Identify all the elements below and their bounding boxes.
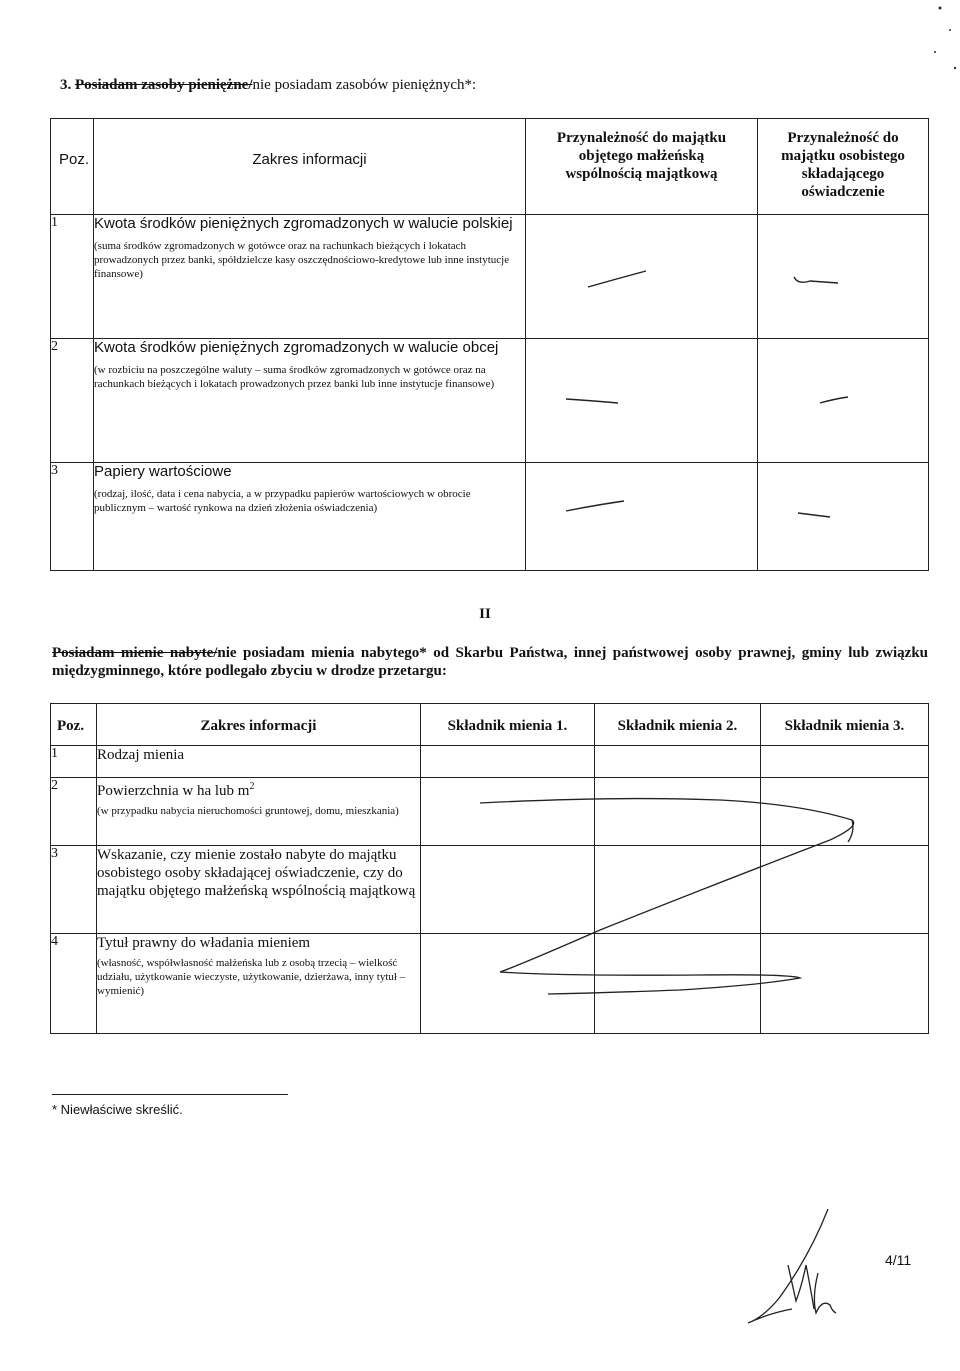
row-sub-text: (rodzaj, ilość, data i cena nabycia, a w przypadku papierów wartościowych w obrocie publicznym – wartość rynkowa na dzień złożenia oświadczenia) [94, 488, 471, 514]
header-zakres: Zakres informacji [94, 119, 526, 215]
selected-option: nie posiadam mienia nabytego* od Skarbu Państwa, innej państwowej osoby prawnej, gminy lub związku międzygminnego, które podlegało zbyciu w drodze przetargu: [52, 645, 929, 679]
superscript: 2 [249, 781, 255, 792]
row-sub-text: (własność, współwłasność małżeńska lub z osobą trzecią – wielkość udziału, użytkowanie wieczyste, użytkowanie, dzierżawa, inny tytuł – wymienić) [97, 957, 406, 997]
row-main-text: Rodzaj mienia [97, 747, 185, 763]
footnote-divider [52, 1094, 288, 1095]
page-number: 4/11 [885, 1252, 912, 1268]
row-number: 4 [51, 934, 97, 1034]
row-number: 1 [51, 215, 94, 339]
row-main-text: Kwota środków pieniężnych zgromadzonych w walucie polskiej [94, 215, 513, 232]
header-osobisty: Przynależność do majątku osobistego składającego oświadczenie [758, 119, 929, 215]
row-sub-text: (suma środków zgromadzonych w gotówce oraz na rachunkach bieżących i lokatach prowadzonych przez banki, spółdzielcze kasy oszczędnościowo-kredytowe lub inne instytucje finansowe) [94, 240, 510, 280]
struck-option: Posiadam zasoby pieniężne/ [75, 77, 253, 93]
header-wspolnosc: Przynależność do majątku objętego małżeńską wspólnością majątkową [526, 119, 758, 215]
row-main-text: Papiery wartościowe [94, 463, 232, 480]
header-poz: Poz. [51, 704, 97, 746]
row-number: 2 [51, 339, 94, 463]
header-zakres: Zakres informacji [97, 704, 421, 746]
section-number: 3. [60, 77, 72, 93]
header-skladnik-2: Składnik mienia 2. [595, 704, 761, 746]
row-main-text: Tytuł prawny do władania mieniem [97, 935, 311, 951]
scan-specks [0, 0, 960, 80]
selected-option: nie posiadam zasobów pieniężnych*: [252, 77, 477, 93]
row-main-text: Kwota środków pieniężnych zgromadzonych w walucie obcej [94, 339, 499, 356]
header-poz: Poz. [51, 119, 94, 215]
row-main-label: Powierzchnia w ha lub m [97, 783, 250, 799]
row-number: 3 [51, 463, 94, 571]
row-number: 3 [51, 846, 97, 934]
row-sub-text: (w przypadku nabycia nieruchomości gruntowej, domu, mieszkania) [97, 805, 399, 817]
row-number: 2 [51, 778, 97, 846]
footnote: * Niewłaściwe skreślić. [52, 1102, 183, 1117]
row-number: 1 [51, 746, 97, 778]
signature-initials [740, 1205, 850, 1335]
header-skladnik-1: Składnik mienia 1. [421, 704, 595, 746]
row-main-text: Wskazanie, czy mienie zostało nabyte do majątku osobistego osoby składającej oświadczenie, czy do majątku objętego małżeńską wspólnością majątkową [97, 847, 416, 899]
row-sub-text: (w rozbiciu na poszczególne waluty – suma środków zgromadzonych w gotówce oraz na rachunkach bieżących i lokatach prowadzonych przez banki lub inne instytucje finansowe) [94, 364, 495, 390]
struck-option: Posiadam mienie nabyte/ [52, 645, 218, 661]
header-skladnik-3: Składnik mienia 3. [761, 704, 929, 746]
section-roman-heading: II [479, 606, 491, 622]
